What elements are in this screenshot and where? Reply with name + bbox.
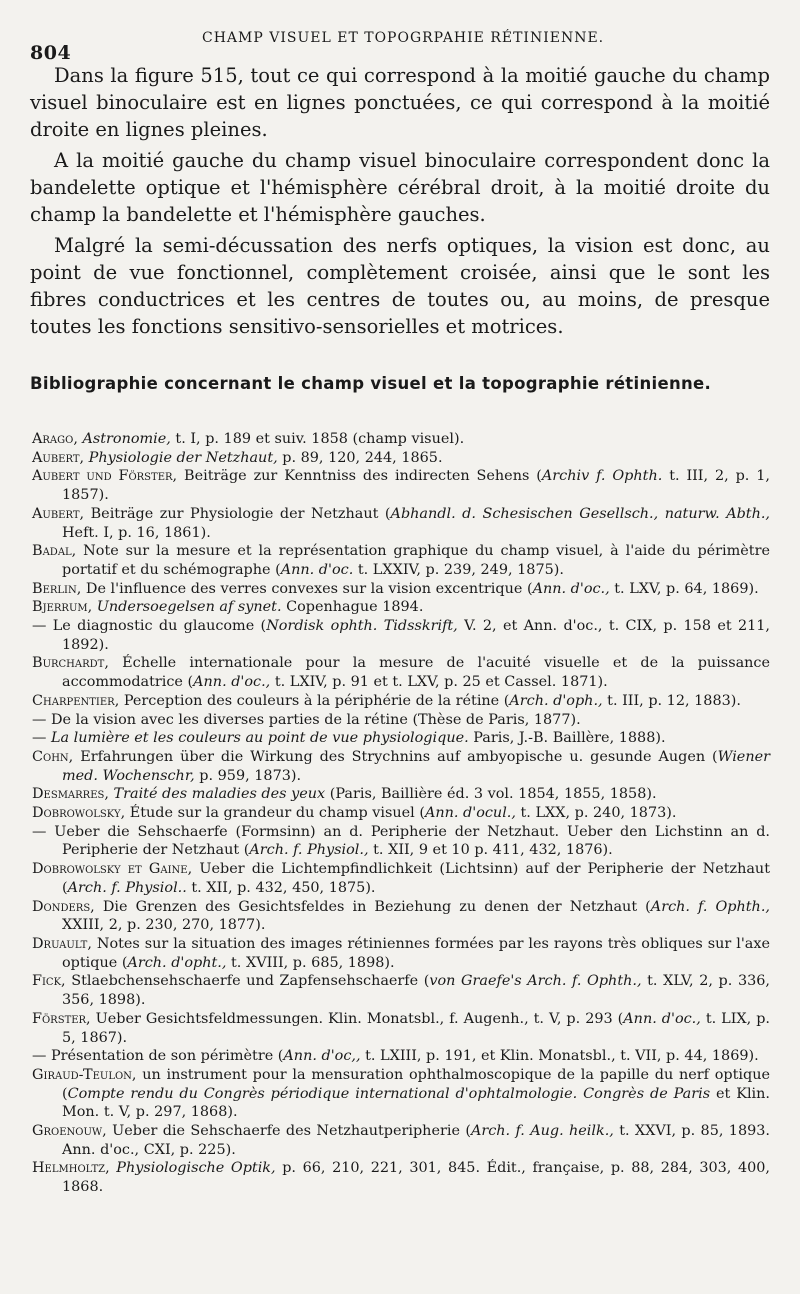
entry-author: Förster, [32,1010,91,1027]
bibliography-entry [32,935,770,972]
bibliography-entry [32,972,770,1009]
entry-text: t. XII, p. 432, 450, 1875). [186,879,376,896]
entry-author: Badal, [32,543,77,560]
entry-work: Ann. d'oc,, [283,1048,361,1065]
entry-author: Arago, [32,431,78,447]
paragraph: A la moitié gauche du champ visuel binoculaire correspondent donc la bandelette optique et l'hémisphère cérébral droit, à la moitié droite du champ la bandelette et l'hémisphère gauches. [30,149,770,226]
entry-work: Arch. d'oph., [509,692,603,709]
page-number: 804 [30,42,72,64]
entry-work: Abhandl. d. Schesischen Gesellsch., naturw. Abth., [390,505,770,522]
entry-text: Stlaebchensehschaerfe und Zapfensehschaerfe ( [65,973,430,990]
entry-text: p. 66, 210, 221, 301, 845. Édit., française, p. 88, 284, 303, 400, 1868. [62,1160,771,1196]
entry-author: Aubert, [32,505,85,522]
entry-work: Arch. f. Ophth., [650,898,770,915]
bibliography-entry [32,729,770,748]
bibliography-entry [32,449,770,468]
entry-text: Note sur la mesure et la représentation graphique du champ visuel, à l'aide du périmètre portatif et du schémographe ( [62,543,770,578]
entry-text: p. 89, 120, 244, 1865. [277,449,443,466]
entry-text: Beiträge zur Kenntniss des indirecten Sehens ( [177,468,542,485]
entry-text: Étude sur la grandeur du champ visuel ( [125,805,425,822]
entry-author: — [32,618,47,635]
entry-text: Die Grenzen des Gesichtsfeldes in Beziehung zu denen der Netzhaut ( [94,898,651,915]
entry-author: Dobrowolsky et Gaine, [32,861,193,878]
entry-text: t. LXIII, p. 191, et Klin. Monatsbl., t. VII, p. 44, 1869). [360,1048,759,1065]
bibliography-entry [32,1159,770,1196]
bibliography-entry [32,860,770,897]
bibliography-entry [32,1047,770,1066]
entry-work: Arch. f. Physiol.. [67,879,187,896]
entry-text: t. I, p. 189 et suiv. 1858 (champ visuel). [170,431,465,447]
entry-text: t. XVIII, p. 685, 1898). [226,954,395,971]
entry-author: — [32,1048,47,1065]
entry-work: Physiologie der Netzhaut, [84,449,278,466]
entry-text: t. III, p. 12, 1883). [602,692,741,709]
entry-author: Giraud-Teulon, [32,1066,137,1083]
entry-text: De l'influence des verres convexes sur la vision excentrique ( [81,580,533,597]
entry-text: Notes sur la situation des images rétiniennes formées par les rayons très obliques sur l'axe optique ( [62,935,770,971]
bibliography-list [32,430,770,1197]
entry-author: Aubert und Förster, [32,468,178,485]
body-text [30,62,770,344]
entry-author: Donders, [32,898,95,915]
entry-text: Perception des couleurs à la périphérie de la rétine ( [119,692,510,709]
entry-text: t. LXXIV, p. 239, 249, 1875). [353,561,564,578]
bibliography-entry [32,898,770,935]
entry-text: t. XII, 9 et 10 p. 411, 432, 1876). [368,842,613,859]
entry-work: Nordisk ophth. Tidsskrift, [266,618,458,635]
entry-author: Groenouw, [32,1123,107,1140]
entry-text: t. LIX, p. 5, 1867). [62,1010,770,1046]
bibliography-entry [32,1010,770,1047]
entry-text: Ueber die Sehschaerfe (Formsinn) an d. Peripherie der Netzhaut. Ueber den Lichstinn an d. Peripherie der Netzhaut ( [46,823,770,859]
entry-author: Bjerrum, [32,599,93,616]
running-title: CHAMP VISUEL ET TOPOGRPAHIE RÉTINIENNE. [202,30,605,46]
page-header [30,0,766,64]
entry-text: t. LXV, p. 64, 1869). [609,580,759,597]
entry-text: et Klin. Mon. t. V, p. 297, 1868). [62,1085,771,1121]
entry-text: t. LXX, p. 240, 1873). [515,805,677,822]
bibliography-entry [32,617,770,654]
entry-text: t. XXVI, p. 85, 1893. Ann. d'oc., CXI, p. 225). [62,1123,770,1158]
entry-text: t. XLV, 2, p. 336, 356, 1898). [62,973,770,1009]
entry-work: Wiener med. Wochenschr, [62,748,770,784]
entry-work: Undersoegelsen af synet. [92,599,282,616]
bibliography-entry [32,598,770,617]
entry-work: Ann. d'oc., [193,674,271,691]
entry-work: Traité des maladies des yeux [108,786,326,803]
entry-text: Paris, J.-B. Baillère, 1888). [468,730,666,747]
entry-author: Aubert, [32,449,85,466]
bibliography-entry [32,542,770,579]
entry-author: Charpentier, [32,692,120,709]
bibliography-heading: Bibliographie concernant le champ visuel et la topographie rétinienne. [30,374,712,393]
entry-work: Arch. f. Aug. heilk., [470,1123,614,1140]
entry-text: Ueber Gesichtsfeldmessungen. Klin. Monatsbl., f. Augenh., t. V, p. 293 ( [90,1010,624,1027]
entry-author: — [32,730,47,747]
entry-author: Berlin, [32,580,82,597]
entry-text: Heft. I, p. 16, 1861). [62,524,211,541]
bibliography-entry [32,785,770,804]
entry-author: Druault, [32,935,92,952]
bibliography-entry [32,430,770,449]
entry-text: V. 2, et Ann. d'oc., t. CIX, p. 158 et 211, 1892). [62,618,770,653]
paragraph: Dans la figure 515, tout ce qui correspond à la moitié gauche du champ visuel binoculaire est en lignes ponctuées, ce qui correspond à la moitié droite en lignes pleines. [30,64,770,141]
entry-text: t. LXIV, p. 91 et t. LXV, p. 25 et Cassel. 1871). [270,674,608,691]
entry-work: Ann. d'oc. [280,561,354,578]
entry-work: La lumière et les couleurs au point de vue physiologique. [46,730,469,747]
bibliography-entry [32,654,770,691]
entry-text: Beiträge zur Physiologie der Netzhaut ( [84,505,391,522]
entry-text: (Paris, Baillière éd. 3 vol. 1854, 1855, 1858). [325,786,657,803]
entry-text: p. 959, 1873). [194,767,302,784]
entry-work: Physiologische Optik, [109,1160,276,1177]
entry-author: — [32,823,47,840]
entry-text: un instrument pour la mensuration ophthalmoscopique de la papille du nerf optique ( [62,1066,770,1102]
entry-text: Ueber die Sehschaerfe des Netzhautperipherie ( [106,1123,471,1140]
entry-work: Ann. d'oc., [532,580,610,597]
bibliography-entry [32,804,770,823]
entry-text: Erfahrungen über die Wirkung des Strychnins auf ambyopische u. gesunde Augen ( [73,748,718,765]
entry-text: t. III, 2, p. 1, 1857). [62,468,770,504]
entry-author: Fick, [32,973,66,990]
entry-text: Présentation de son périmètre ( [46,1048,284,1065]
entry-text: Copenhague 1894. [281,599,424,616]
entry-text: De la vision avec les diverses parties de la rétine (Thèse de Paris, 1877). [46,711,581,728]
entry-text: Échelle internationale pour la mesure de l'acuité visuelle et de la puissance accommodatrice ( [62,655,770,691]
entry-author: — [32,711,47,728]
entry-author: Burchardt, [32,655,109,672]
entry-text: Le diagnostic du glaucome ( [46,618,267,635]
entry-work: Compte rendu du Congrès périodique international d'ophtalmologie. Congrès de Paris [67,1085,711,1102]
bibliography-entry [32,1122,770,1159]
entry-work: von Graefe's Arch. f. Ophth., [429,973,642,990]
bibliography-entry [32,1066,770,1122]
entry-author: Dobrowolsky, [32,805,126,822]
bibliography-entry [32,580,770,599]
entry-work: Arch. f. Physiol., [249,842,369,859]
entry-author: Cohn, [32,748,74,765]
entry-work: Ann. d'ocul., [424,805,516,822]
paragraph: Malgré la semi-décussation des nerfs optiques, la vision est donc, au point de vue fonctionnel, complètement croisée, ainsi que le sont les fibres conductrices et les centres de toutes ou, au moins, de presque toutes les fonctions sensitivo-sensorielles et motrices. [30,234,770,338]
entry-work: Archiv f. Ophth. [541,468,663,485]
bibliography-entry [32,748,770,785]
entry-text: XXIII, 2, p. 230, 270, 1877). [62,917,266,934]
entry-work: Astronomie, [77,431,171,447]
entry-work: Ann. d'oc., [623,1010,701,1027]
bibliography-entry [32,505,770,542]
entry-author: Helmholtz, [32,1160,110,1177]
bibliography-entry [32,692,770,711]
entry-text: Ueber die Lichtempfindlichkeit (Lichtsinn) auf der Peripherie der Netzhaut ( [62,861,770,896]
bibliography-entry [32,467,770,504]
bibliography-entry [32,823,770,860]
entry-work: Arch. d'opht., [127,954,227,971]
bibliography-entry [32,711,770,730]
entry-author: Desmarres, [32,786,109,803]
